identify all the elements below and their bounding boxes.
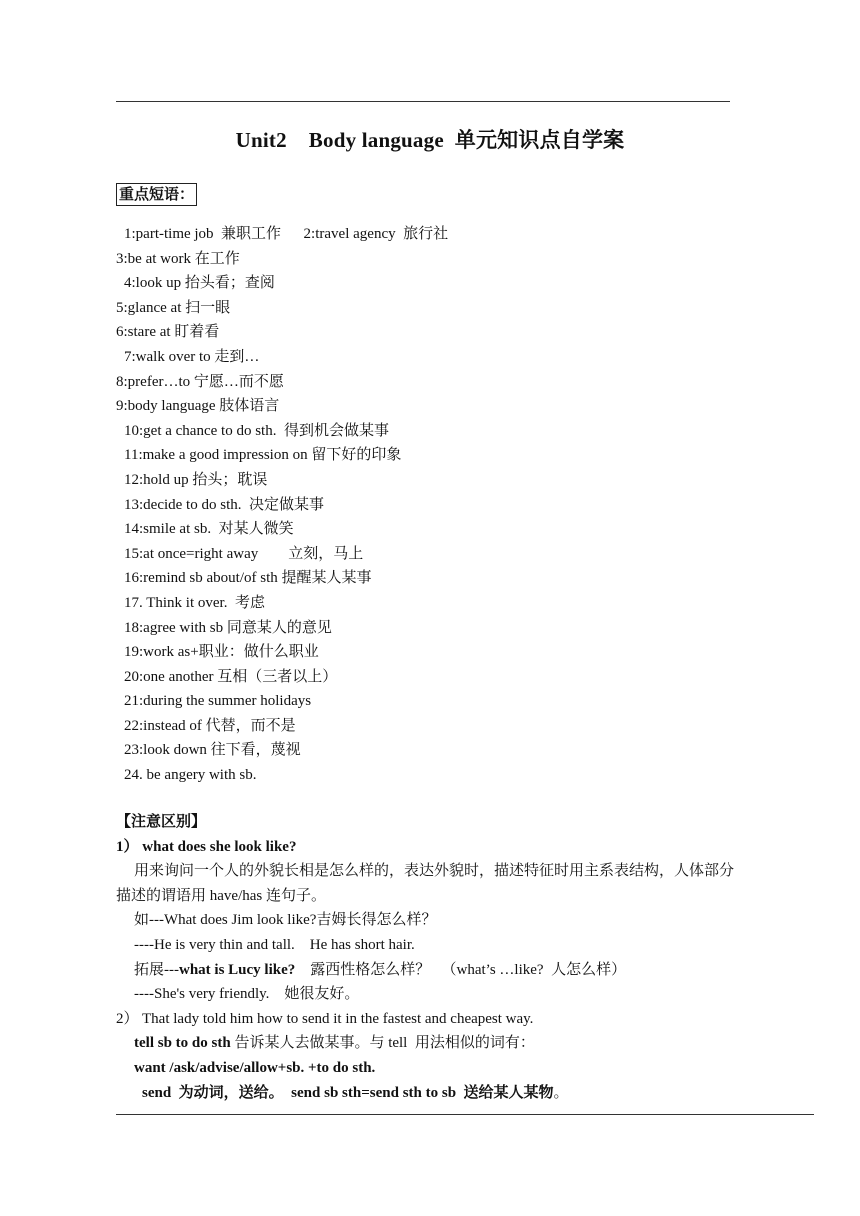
phrase-item: 15:at once=right away 立刻，马上: [124, 545, 364, 562]
phrase-item: 11:make a good impression on 留下好的印象: [124, 447, 402, 464]
note-item-1-question: what does she look like?: [142, 838, 297, 855]
phrase-item: 12:hold up 抬头；耽误: [124, 471, 268, 488]
extension-prefix: 拓展---: [134, 961, 179, 978]
title-cn: 单元知识点自学案: [454, 128, 625, 152]
phrase-item: 21:during the summer holidays: [124, 693, 312, 710]
phrase-item: 24. be angery with sb.: [124, 767, 257, 784]
phrase-item: 9:body language 肢体语言: [116, 398, 280, 415]
phrase-item: 8:prefer…to 宁愿…而不愿: [116, 373, 284, 390]
note-item-1-body-text: 用来询问一个人的外貌长相是怎么样的，表达外貌时，描述特征时用主系表结构，人体部分描述的谓语用 have/has 连句子。: [116, 863, 735, 904]
phrase-item: 18:agree with sb 同意某人的意见: [124, 619, 332, 636]
note-item-1-example-1: 如---What does Jim look like?吉姆长得怎么样？: [134, 912, 437, 929]
phrase-item: 6:stare at 盯着看: [116, 324, 220, 341]
phrase-item: 23:look down 往下看，蔑视: [124, 742, 301, 759]
tell-usage: tell sb to do sth: [134, 1035, 231, 1052]
phrase-item: 7:walk over to 走到…: [124, 348, 260, 365]
note-item-2-line-1: [116, 1031, 736, 1056]
note-item-1-number: 1）: [116, 838, 139, 855]
phrase-item: 22:instead of 代替，而不是: [124, 717, 296, 734]
notes-heading: 【注意区别】: [116, 814, 207, 830]
phrase-item: 10:get a chance to do sth. 得到机会做某事: [124, 422, 389, 439]
note-item-1-body: [116, 859, 736, 908]
key-phrases-label: 重点短语：: [116, 183, 197, 206]
tell-usage-explanation: 告诉某人去做某事。与 tell 用法相似的词有：: [230, 1035, 535, 1052]
note-item-1-example-3: ----She's very friendly. 她很友好。: [134, 986, 360, 1003]
phrase-item: 13:decide to do sth. 决定做某事: [124, 496, 324, 513]
note-item-1-example-2: ----He is very thin and tall. He has short hair.: [134, 936, 415, 953]
note-item-2-line-2: want /ask/advise/allow+sb. +to do sth.: [134, 1059, 376, 1076]
send-usage-end: 。: [553, 1084, 569, 1101]
phrase-list: [116, 222, 766, 788]
phrase-item: 5:glance at 扫一眼: [116, 299, 231, 316]
note-item-2-sentence: That lady told him how to send it in the fastest and cheapest way.: [142, 1010, 534, 1027]
title-unit: Unit2: [235, 128, 287, 152]
note-item-2-line-3: [116, 1081, 736, 1106]
phrase-item: 20:one another 互相（三者以上）: [124, 668, 338, 685]
phrase-item: 4:look up 抬头看；查阅: [124, 275, 275, 292]
extension-question: what is Lucy like?: [179, 961, 296, 978]
header-rule: [116, 101, 730, 102]
phrase-item: 16:remind sb about/of sth 提醒某人某事: [124, 570, 372, 587]
phrase-item: 14:smile at sb. 对某人微笑: [124, 521, 294, 538]
note-item-1-extension: [116, 958, 736, 983]
phrase-item: 3:be at work 在工作: [116, 250, 240, 267]
footer-rule: [116, 1114, 814, 1115]
note-item-2-number: 2）: [116, 1010, 139, 1027]
phrase-item: 17. Think it over. 考虑: [124, 594, 265, 611]
extension-explanation: 露西性格怎么样？ （what’s …like? 人怎么样）: [295, 961, 627, 978]
page-title: [0, 124, 860, 154]
title-topic: Body language: [308, 128, 444, 152]
phrase-item: 19:work as+职业：做什么职业: [124, 644, 319, 661]
phrase-item: 1:part-time job 兼职工作 2:travel agency 旅行社: [124, 226, 449, 242]
notes-section: [116, 810, 736, 1105]
note-item-1-title: [116, 835, 736, 860]
send-usage: send 为动词，送给。 send sb sth=send sth to sb 送给某人某物: [142, 1084, 554, 1101]
note-item-2-title: [116, 1007, 736, 1032]
